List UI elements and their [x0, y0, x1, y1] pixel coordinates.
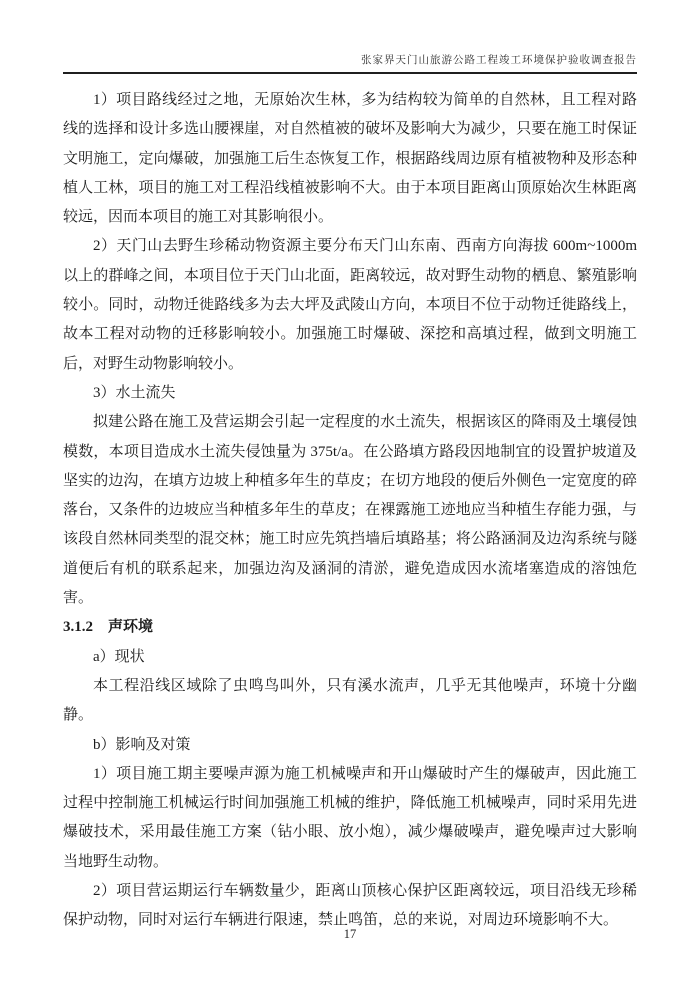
paragraph: 1）项目路线经过之地，无原始次生林，多为结构较为简单的自然林，且工程对路线的选择和设计多选山腰裸崖，对自然植被的破坏及影响大为减少，只要在施工时保证文明施工，定向爆破，加强施工后生态恢复工作，根据路线周边原有植被物种及形态种植人工林，项目的施工对工程沿线植被影响不大。由于本项目距离山顶原始次生林距离较远，因而本项目的施工对其影响很小。 — [63, 92, 637, 226]
paragraph: 3）水土流失 — [93, 384, 176, 401]
running-header — [63, 52, 637, 74]
document-body — [0, 74, 700, 936]
paragraph: 拟建公路在施工及营运期会引起一定程度的水土流失，根据该区的降雨及土壤侵蚀模数，本项目造成水土流失侵蚀量为 375t/a。在公路填方路段因地制宜的设置护坡道及坚实的边沟，在填方边坡上种植多年生的草皮；在切方地段的便后外侧色一定宽度的碎落台，又条件的边坡应当种植多年生的草皮；在裸露施工迹地应当种植生存能力强，与该段自然林同类型的混交林；施工时应先筑挡墙后填路基；将公路涵洞及边沟系统与隧道便后有机的联系起来，加强边沟及涵洞的清淤，避免造成因水流堵塞造成的溶蚀危害。 — [63, 414, 637, 607]
paragraph: 本工程沿线区域除了虫鸣鸟叫外，只有溪水流声，几乎无其他噪声，环境十分幽静。 — [63, 677, 637, 724]
page-number: 17 — [343, 927, 357, 941]
paragraph: a）现状 — [93, 648, 145, 665]
paragraph: b）影响及对策 — [93, 736, 191, 753]
paragraph: 2）项目营运期运行车辆数量少，距离山顶核心保护区距离较远，项目沿线无珍稀保护动物，同时对运行车辆进行限速，禁止鸣笛，总的来说，对周边环境影响不大。 — [63, 883, 637, 929]
running-header-title: 张家界天门山旅游公路工程竣工环境保护验收调查报告 — [361, 55, 637, 66]
section-heading: 3.1.2 声环境 — [63, 619, 154, 636]
paragraph: 1）项目施工期主要噪声源为施工机械噪声和开山爆破时产生的爆破声，因此施工过程中控制施工机械运行时间加强施工机械的维护，降低施工机械噪声，同时采用先进爆破技术，采用最佳施工方案（钻小眼、放小炮），减少爆破噪声，避免噪声过大影响当地野生动物。 — [63, 765, 637, 870]
paragraph: 2）天门山去野生珍稀动物资源主要分布天门山东南、西南方向海拔 600m~1000m 以上的群峰之间，本项目位于天门山北面，距离较远，故对野生动物的栖息、繁殖影响较小。同时，动物迁徙路线多为去大坪及武陵山方向，本项目不位于动物迁徙路线上，故本工程对动物的迁移影响较小。加强施工时爆破、深挖和高填过程，做到文明施工后，对野生动物影响较小。 — [63, 238, 637, 372]
page-footer — [0, 927, 700, 942]
